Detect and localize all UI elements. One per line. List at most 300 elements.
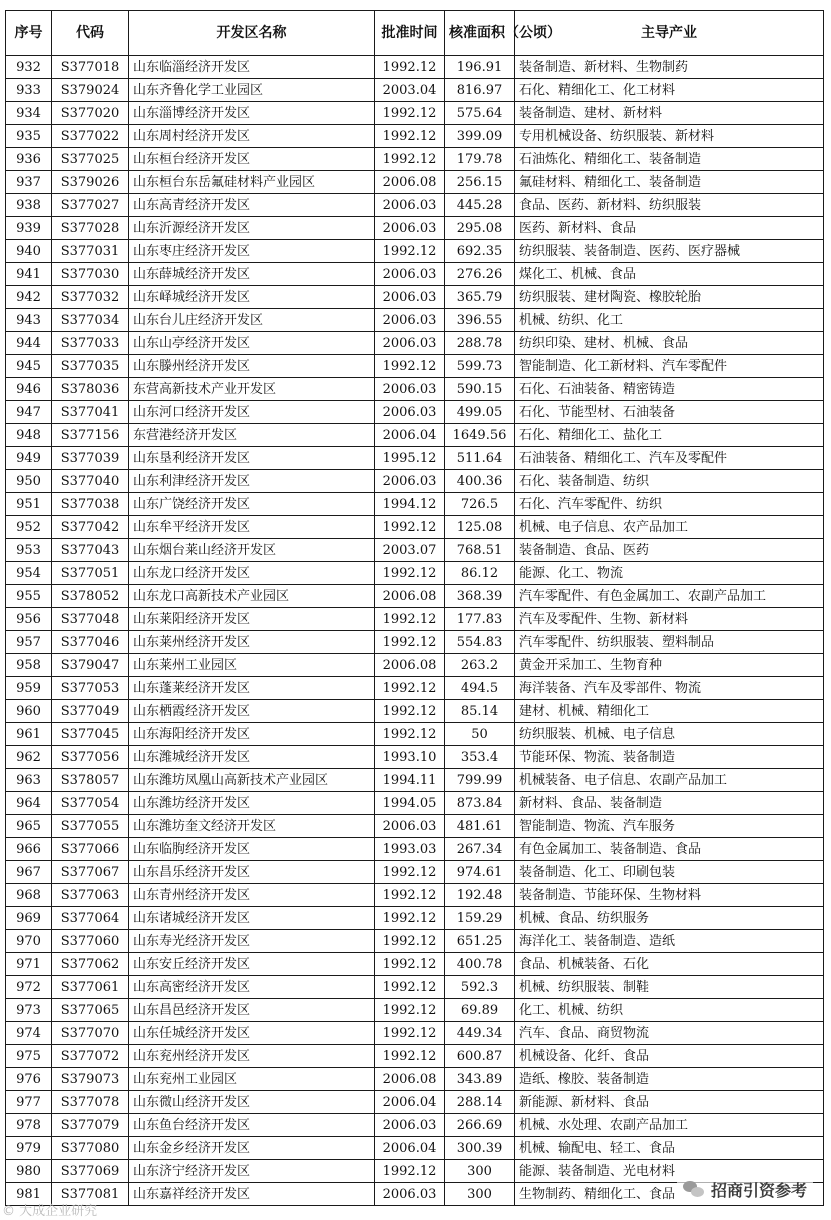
- cell-zone-name: 山东山亭经济开发区: [129, 332, 375, 355]
- watermark-right: [677, 1176, 813, 1203]
- table-row: [6, 838, 824, 861]
- cell-industries: 装备制造、建材、新材料: [515, 102, 824, 125]
- cell-code: S377065: [52, 999, 129, 1022]
- cell-zone-name: 山东济宁经济开发区: [129, 1160, 375, 1183]
- cell-industries: 石化、节能型材、石油装备: [515, 401, 824, 424]
- table-row: [6, 332, 824, 355]
- cell-zone-name: 山东蓬莱经济开发区: [129, 677, 375, 700]
- cell-approval-date: 1992.12: [375, 976, 445, 999]
- cell-approval-date: 2006.04: [375, 1137, 445, 1160]
- cell-index: 938: [6, 194, 52, 217]
- table-row: [6, 424, 824, 447]
- cell-industries: 装备制造、新材料、生物制药: [515, 56, 824, 79]
- table-row: [6, 585, 824, 608]
- cell-industries: 汽车零配件、纺织服装、塑料制品: [515, 631, 824, 654]
- cell-index: 949: [6, 447, 52, 470]
- cell-area: 50: [445, 723, 515, 746]
- cell-code: S377028: [52, 217, 129, 240]
- cell-area: 599.73: [445, 355, 515, 378]
- cell-index: 965: [6, 815, 52, 838]
- table-row: [6, 286, 824, 309]
- cell-area: 816.97: [445, 79, 515, 102]
- cell-code: S377048: [52, 608, 129, 631]
- cell-approval-date: 1992.12: [375, 1160, 445, 1183]
- cell-zone-name: 山东金乡经济开发区: [129, 1137, 375, 1160]
- table-row: [6, 654, 824, 677]
- cell-industries: 汽车、食品、商贸物流: [515, 1022, 824, 1045]
- cell-zone-name: 山东青州经济开发区: [129, 884, 375, 907]
- cell-zone-name: 山东莱州经济开发区: [129, 631, 375, 654]
- cell-industries: 汽车及零配件、生物、新材料: [515, 608, 824, 631]
- cell-code: S377067: [52, 861, 129, 884]
- cell-zone-name: 山东广饶经济开发区: [129, 493, 375, 516]
- table-row: [6, 907, 824, 930]
- cell-index: 955: [6, 585, 52, 608]
- cell-code: S377020: [52, 102, 129, 125]
- cell-zone-name: 山东齐鲁化学工业园区: [129, 79, 375, 102]
- table-row: [6, 769, 824, 792]
- cell-area: 192.48: [445, 884, 515, 907]
- cell-area: 69.89: [445, 999, 515, 1022]
- cell-index: 935: [6, 125, 52, 148]
- cell-area: 276.26: [445, 263, 515, 286]
- table-row: [6, 1022, 824, 1045]
- cell-code: S377041: [52, 401, 129, 424]
- cell-zone-name: 山东高青经济开发区: [129, 194, 375, 217]
- cell-code: S377053: [52, 677, 129, 700]
- cell-index: 977: [6, 1091, 52, 1114]
- cell-zone-name: 山东栖霞经济开发区: [129, 700, 375, 723]
- cell-area: 726.5: [445, 493, 515, 516]
- cell-approval-date: 2006.04: [375, 1091, 445, 1114]
- cell-industries: 机械、水处理、农副产品加工: [515, 1114, 824, 1137]
- cell-area: 266.69: [445, 1114, 515, 1137]
- header-area: 核准面积（公顷）: [445, 11, 515, 56]
- cell-code: S379024: [52, 79, 129, 102]
- cell-code: S377042: [52, 516, 129, 539]
- cell-approval-date: 1992.12: [375, 240, 445, 263]
- cell-index: 940: [6, 240, 52, 263]
- table-row: [6, 539, 824, 562]
- cell-approval-date: 1994.11: [375, 769, 445, 792]
- header-approval-date: 批准时间: [375, 11, 445, 56]
- table-row: [6, 562, 824, 585]
- table-row: [6, 608, 824, 631]
- table-row: [6, 1045, 824, 1068]
- cell-zone-name: 东营高新技术产业开发区: [129, 378, 375, 401]
- cell-industries: 造纸、橡胶、装备制造: [515, 1068, 824, 1091]
- cell-code: S377069: [52, 1160, 129, 1183]
- cell-code: S377043: [52, 539, 129, 562]
- cell-area: 300.39: [445, 1137, 515, 1160]
- cell-code: S377030: [52, 263, 129, 286]
- cell-index: 966: [6, 838, 52, 861]
- table-row: [6, 700, 824, 723]
- table-row: [6, 815, 824, 838]
- cell-zone-name: 山东桓台东岳氟硅材料产业园区: [129, 171, 375, 194]
- cell-area: 288.14: [445, 1091, 515, 1114]
- cell-approval-date: 2006.03: [375, 263, 445, 286]
- cell-zone-name: 山东嘉祥经济开发区: [129, 1183, 375, 1206]
- cell-industries: 装备制造、食品、医药: [515, 539, 824, 562]
- cell-area: 86.12: [445, 562, 515, 585]
- cell-zone-name: 山东高密经济开发区: [129, 976, 375, 999]
- cell-area: 300: [445, 1183, 515, 1206]
- table-row: [6, 240, 824, 263]
- cell-approval-date: 2006.03: [375, 286, 445, 309]
- cell-approval-date: 1992.12: [375, 930, 445, 953]
- cell-code: S377072: [52, 1045, 129, 1068]
- cell-approval-date: 1992.12: [375, 102, 445, 125]
- cell-approval-date: 1992.12: [375, 884, 445, 907]
- cell-area: 343.89: [445, 1068, 515, 1091]
- cell-industries: 有色金属加工、装备制造、食品: [515, 838, 824, 861]
- cell-code: S379047: [52, 654, 129, 677]
- table-row: [6, 148, 824, 171]
- cell-index: 971: [6, 953, 52, 976]
- cell-index: 963: [6, 769, 52, 792]
- cell-approval-date: 1992.12: [375, 861, 445, 884]
- cell-code: S379026: [52, 171, 129, 194]
- cell-index: 944: [6, 332, 52, 355]
- table-row: [6, 1114, 824, 1137]
- cell-zone-name: 山东龙口经济开发区: [129, 562, 375, 585]
- cell-zone-name: 山东兖州工业园区: [129, 1068, 375, 1091]
- cell-code: S377064: [52, 907, 129, 930]
- table-row: [6, 930, 824, 953]
- cell-zone-name: 山东昌乐经济开发区: [129, 861, 375, 884]
- table-row: [6, 723, 824, 746]
- cell-zone-name: 山东海阳经济开发区: [129, 723, 375, 746]
- cell-index: 978: [6, 1114, 52, 1137]
- cell-industries: 机械、纺织服装、制鞋: [515, 976, 824, 999]
- cell-industries: 石化、装备制造、纺织: [515, 470, 824, 493]
- cell-approval-date: 1992.12: [375, 723, 445, 746]
- cell-code: S377060: [52, 930, 129, 953]
- cell-area: 590.15: [445, 378, 515, 401]
- table-row: [6, 516, 824, 539]
- cell-index: 981: [6, 1183, 52, 1206]
- cell-code: S377062: [52, 953, 129, 976]
- cell-zone-name: 山东薛城经济开发区: [129, 263, 375, 286]
- cell-index: 973: [6, 999, 52, 1022]
- cell-zone-name: 山东桓台经济开发区: [129, 148, 375, 171]
- cell-approval-date: 1992.12: [375, 148, 445, 171]
- cell-zone-name: 山东潍城经济开发区: [129, 746, 375, 769]
- table-row: [6, 125, 824, 148]
- cell-index: 948: [6, 424, 52, 447]
- cell-industries: 海洋装备、汽车及零部件、物流: [515, 677, 824, 700]
- cell-area: 267.34: [445, 838, 515, 861]
- cell-approval-date: 2006.03: [375, 217, 445, 240]
- cell-approval-date: 2006.03: [375, 1114, 445, 1137]
- cell-index: 974: [6, 1022, 52, 1045]
- cell-index: 972: [6, 976, 52, 999]
- cell-index: 968: [6, 884, 52, 907]
- cell-industries: 纺织服装、机械、电子信息: [515, 723, 824, 746]
- cell-industries: 装备制造、化工、印刷包装: [515, 861, 824, 884]
- cell-code: S377034: [52, 309, 129, 332]
- cell-zone-name: 山东寿光经济开发区: [129, 930, 375, 953]
- table-row: [6, 493, 824, 516]
- cell-code: S377031: [52, 240, 129, 263]
- cell-area: 399.09: [445, 125, 515, 148]
- cell-area: 445.28: [445, 194, 515, 217]
- cell-industries: 节能环保、物流、装备制造: [515, 746, 824, 769]
- cell-approval-date: 1992.12: [375, 516, 445, 539]
- cell-area: 592.3: [445, 976, 515, 999]
- cell-industries: 新材料、食品、装备制造: [515, 792, 824, 815]
- cell-area: 873.84: [445, 792, 515, 815]
- cell-area: 263.2: [445, 654, 515, 677]
- cell-zone-name: 山东龙口高新技术产业园区: [129, 585, 375, 608]
- cell-zone-name: 山东莱阳经济开发区: [129, 608, 375, 631]
- cell-zone-name: 山东临淄经济开发区: [129, 56, 375, 79]
- cell-industries: 纺织服装、建材陶瓷、橡胶轮胎: [515, 286, 824, 309]
- cell-index: 976: [6, 1068, 52, 1091]
- cell-index: 937: [6, 171, 52, 194]
- cell-zone-name: 山东任城经济开发区: [129, 1022, 375, 1045]
- cell-industries: 石油装备、精细化工、汽车及零配件: [515, 447, 824, 470]
- cell-index: 979: [6, 1137, 52, 1160]
- cell-approval-date: 2003.07: [375, 539, 445, 562]
- cell-industries: 机械、输配电、轻工、食品: [515, 1137, 824, 1160]
- cell-industries: 装备制造、节能环保、生物材料: [515, 884, 824, 907]
- cell-index: 939: [6, 217, 52, 240]
- cell-area: 365.79: [445, 286, 515, 309]
- cell-approval-date: 2006.08: [375, 171, 445, 194]
- cell-approval-date: 1994.12: [375, 493, 445, 516]
- cell-approval-date: 2006.03: [375, 378, 445, 401]
- table-row: [6, 1091, 824, 1114]
- cell-code: S377156: [52, 424, 129, 447]
- cell-code: S377033: [52, 332, 129, 355]
- cell-area: 353.4: [445, 746, 515, 769]
- cell-zone-name: 山东烟台莱山经济开发区: [129, 539, 375, 562]
- cell-code: S377032: [52, 286, 129, 309]
- cell-industries: 机械设备、化纤、食品: [515, 1045, 824, 1068]
- table-row: [6, 677, 824, 700]
- header-code: 代码: [52, 11, 129, 56]
- cell-zone-name: 山东垦利经济开发区: [129, 447, 375, 470]
- cell-index: 942: [6, 286, 52, 309]
- cell-code: S377045: [52, 723, 129, 746]
- cell-area: 799.99: [445, 769, 515, 792]
- cell-approval-date: 1992.12: [375, 953, 445, 976]
- cell-zone-name: 山东莱州工业园区: [129, 654, 375, 677]
- cell-industries: 纺织印染、建材、机械、食品: [515, 332, 824, 355]
- table-row: [6, 884, 824, 907]
- watermark-right-text: 招商引资参考: [710, 1181, 807, 1200]
- table-row: [6, 1137, 824, 1160]
- cell-code: S377038: [52, 493, 129, 516]
- cell-index: 941: [6, 263, 52, 286]
- cell-zone-name: 山东潍坊经济开发区: [129, 792, 375, 815]
- table-body: [6, 56, 824, 1206]
- cell-zone-name: 山东潍坊奎文经济开发区: [129, 815, 375, 838]
- cell-industries: 氟硅材料、精细化工、装备制造: [515, 171, 824, 194]
- cell-index: 969: [6, 907, 52, 930]
- cell-industries: 机械、电子信息、农产品加工: [515, 516, 824, 539]
- cell-approval-date: 1993.10: [375, 746, 445, 769]
- cell-code: S377046: [52, 631, 129, 654]
- table-row: [6, 746, 824, 769]
- cell-industries: 海洋化工、装备制造、造纸: [515, 930, 824, 953]
- cell-area: 159.29: [445, 907, 515, 930]
- cell-index: 962: [6, 746, 52, 769]
- table-row: [6, 401, 824, 424]
- cell-zone-name: 山东周村经济开发区: [129, 125, 375, 148]
- cell-zone-name: 山东滕州经济开发区: [129, 355, 375, 378]
- cell-zone-name: 山东安丘经济开发区: [129, 953, 375, 976]
- cell-area: 499.05: [445, 401, 515, 424]
- cell-industries: 医药、新材料、食品: [515, 217, 824, 240]
- cell-code: S377078: [52, 1091, 129, 1114]
- cell-area: 974.61: [445, 861, 515, 884]
- cell-industries: 智能制造、化工新材料、汽车零配件: [515, 355, 824, 378]
- cell-code: S377018: [52, 56, 129, 79]
- development-zone-table: [5, 10, 824, 1206]
- cell-index: 933: [6, 79, 52, 102]
- cell-code: S377040: [52, 470, 129, 493]
- cell-index: 945: [6, 355, 52, 378]
- cell-area: 600.87: [445, 1045, 515, 1068]
- cell-area: 651.25: [445, 930, 515, 953]
- cell-zone-name: 东营港经济开发区: [129, 424, 375, 447]
- cell-area: 85.14: [445, 700, 515, 723]
- cell-industries: 能源、装备制造、光电材料: [515, 1160, 824, 1183]
- cell-area: 449.34: [445, 1022, 515, 1045]
- table-header-row: [6, 11, 824, 56]
- cell-area: 554.83: [445, 631, 515, 654]
- header-zone-name: 开发区名称: [129, 11, 375, 56]
- table-row: [6, 56, 824, 79]
- table-row: [6, 378, 824, 401]
- cell-code: S377079: [52, 1114, 129, 1137]
- cell-zone-name: 山东微山经济开发区: [129, 1091, 375, 1114]
- cell-industries: 纺织服装、装备制造、医药、医疗器械: [515, 240, 824, 263]
- cell-area: 396.55: [445, 309, 515, 332]
- cell-code: S377081: [52, 1183, 129, 1206]
- cell-zone-name: 山东河口经济开发区: [129, 401, 375, 424]
- cell-area: 196.91: [445, 56, 515, 79]
- document-page: [5, 10, 823, 1206]
- cell-industries: 石油炼化、精细化工、装备制造: [515, 148, 824, 171]
- cell-approval-date: 1992.12: [375, 907, 445, 930]
- cell-approval-date: 1992.12: [375, 700, 445, 723]
- table-row: [6, 102, 824, 125]
- cell-zone-name: 山东潍坊凤凰山高新技术产业园区: [129, 769, 375, 792]
- cell-area: 575.64: [445, 102, 515, 125]
- cell-industries: 机械、食品、纺织服务: [515, 907, 824, 930]
- cell-index: 975: [6, 1045, 52, 1068]
- table-row: [6, 194, 824, 217]
- cell-code: S379073: [52, 1068, 129, 1091]
- table-row: [6, 1068, 824, 1091]
- cell-approval-date: 2006.03: [375, 815, 445, 838]
- cell-industries: 汽车零配件、有色金属加工、农副产品加工: [515, 585, 824, 608]
- cell-index: 960: [6, 700, 52, 723]
- cell-zone-name: 山东台儿庄经济开发区: [129, 309, 375, 332]
- cell-code: S378036: [52, 378, 129, 401]
- cell-code: S377063: [52, 884, 129, 907]
- cell-area: 494.5: [445, 677, 515, 700]
- cell-code: S377054: [52, 792, 129, 815]
- cell-approval-date: 1992.12: [375, 562, 445, 585]
- header-index: 序号: [6, 11, 52, 56]
- table-row: [6, 631, 824, 654]
- table-row: [6, 79, 824, 102]
- cell-industries: 机械、纺织、化工: [515, 309, 824, 332]
- cell-area: 125.08: [445, 516, 515, 539]
- table-row: [6, 447, 824, 470]
- cell-zone-name: 山东昌邑经济开发区: [129, 999, 375, 1022]
- cell-approval-date: 1994.05: [375, 792, 445, 815]
- cell-index: 950: [6, 470, 52, 493]
- table-row: [6, 309, 824, 332]
- cell-area: 400.78: [445, 953, 515, 976]
- cell-code: S377070: [52, 1022, 129, 1045]
- table-row: [6, 217, 824, 240]
- cell-industries: 煤化工、机械、食品: [515, 263, 824, 286]
- table-row: [6, 976, 824, 999]
- cell-approval-date: 1992.12: [375, 1045, 445, 1068]
- cell-industries: 石化、汽车零配件、纺织: [515, 493, 824, 516]
- cell-code: S377039: [52, 447, 129, 470]
- cell-zone-name: 山东淄博经济开发区: [129, 102, 375, 125]
- watermark-left: © 大成企业研究: [2, 1204, 98, 1219]
- cell-area: 177.83: [445, 608, 515, 631]
- cell-industries: 生物制药、精细化工、食品: [515, 1183, 824, 1206]
- cell-approval-date: 2006.03: [375, 194, 445, 217]
- cell-approval-date: 2006.03: [375, 309, 445, 332]
- cell-code: S377080: [52, 1137, 129, 1160]
- cell-approval-date: 1992.12: [375, 631, 445, 654]
- cell-code: S377035: [52, 355, 129, 378]
- cell-index: 946: [6, 378, 52, 401]
- cell-index: 943: [6, 309, 52, 332]
- cell-area: 295.08: [445, 217, 515, 240]
- cell-index: 961: [6, 723, 52, 746]
- cell-code: S377056: [52, 746, 129, 769]
- cell-zone-name: 山东诸城经济开发区: [129, 907, 375, 930]
- cell-approval-date: 2006.03: [375, 1183, 445, 1206]
- cell-area: 256.15: [445, 171, 515, 194]
- cell-approval-date: 2006.03: [375, 401, 445, 424]
- cell-approval-date: 2006.08: [375, 654, 445, 677]
- cell-area: 179.78: [445, 148, 515, 171]
- cell-approval-date: 1992.12: [375, 1022, 445, 1045]
- cell-index: 967: [6, 861, 52, 884]
- cell-code: S377066: [52, 838, 129, 861]
- cell-zone-name: 山东牟平经济开发区: [129, 516, 375, 539]
- header-industries: 主导产业: [515, 11, 824, 56]
- cell-area: 400.36: [445, 470, 515, 493]
- cell-code: S377061: [52, 976, 129, 999]
- cell-approval-date: 1992.12: [375, 56, 445, 79]
- cell-industries: 石化、精细化工、盐化工: [515, 424, 824, 447]
- cell-zone-name: 山东兖州经济开发区: [129, 1045, 375, 1068]
- cell-approval-date: 2006.03: [375, 470, 445, 493]
- cell-industries: 食品、机械装备、石化: [515, 953, 824, 976]
- cell-code: S377025: [52, 148, 129, 171]
- cell-approval-date: 1993.03: [375, 838, 445, 861]
- cell-code: S377022: [52, 125, 129, 148]
- cell-zone-name: 山东鱼台经济开发区: [129, 1114, 375, 1137]
- cell-approval-date: 2006.04: [375, 424, 445, 447]
- cell-index: 932: [6, 56, 52, 79]
- cell-index: 951: [6, 493, 52, 516]
